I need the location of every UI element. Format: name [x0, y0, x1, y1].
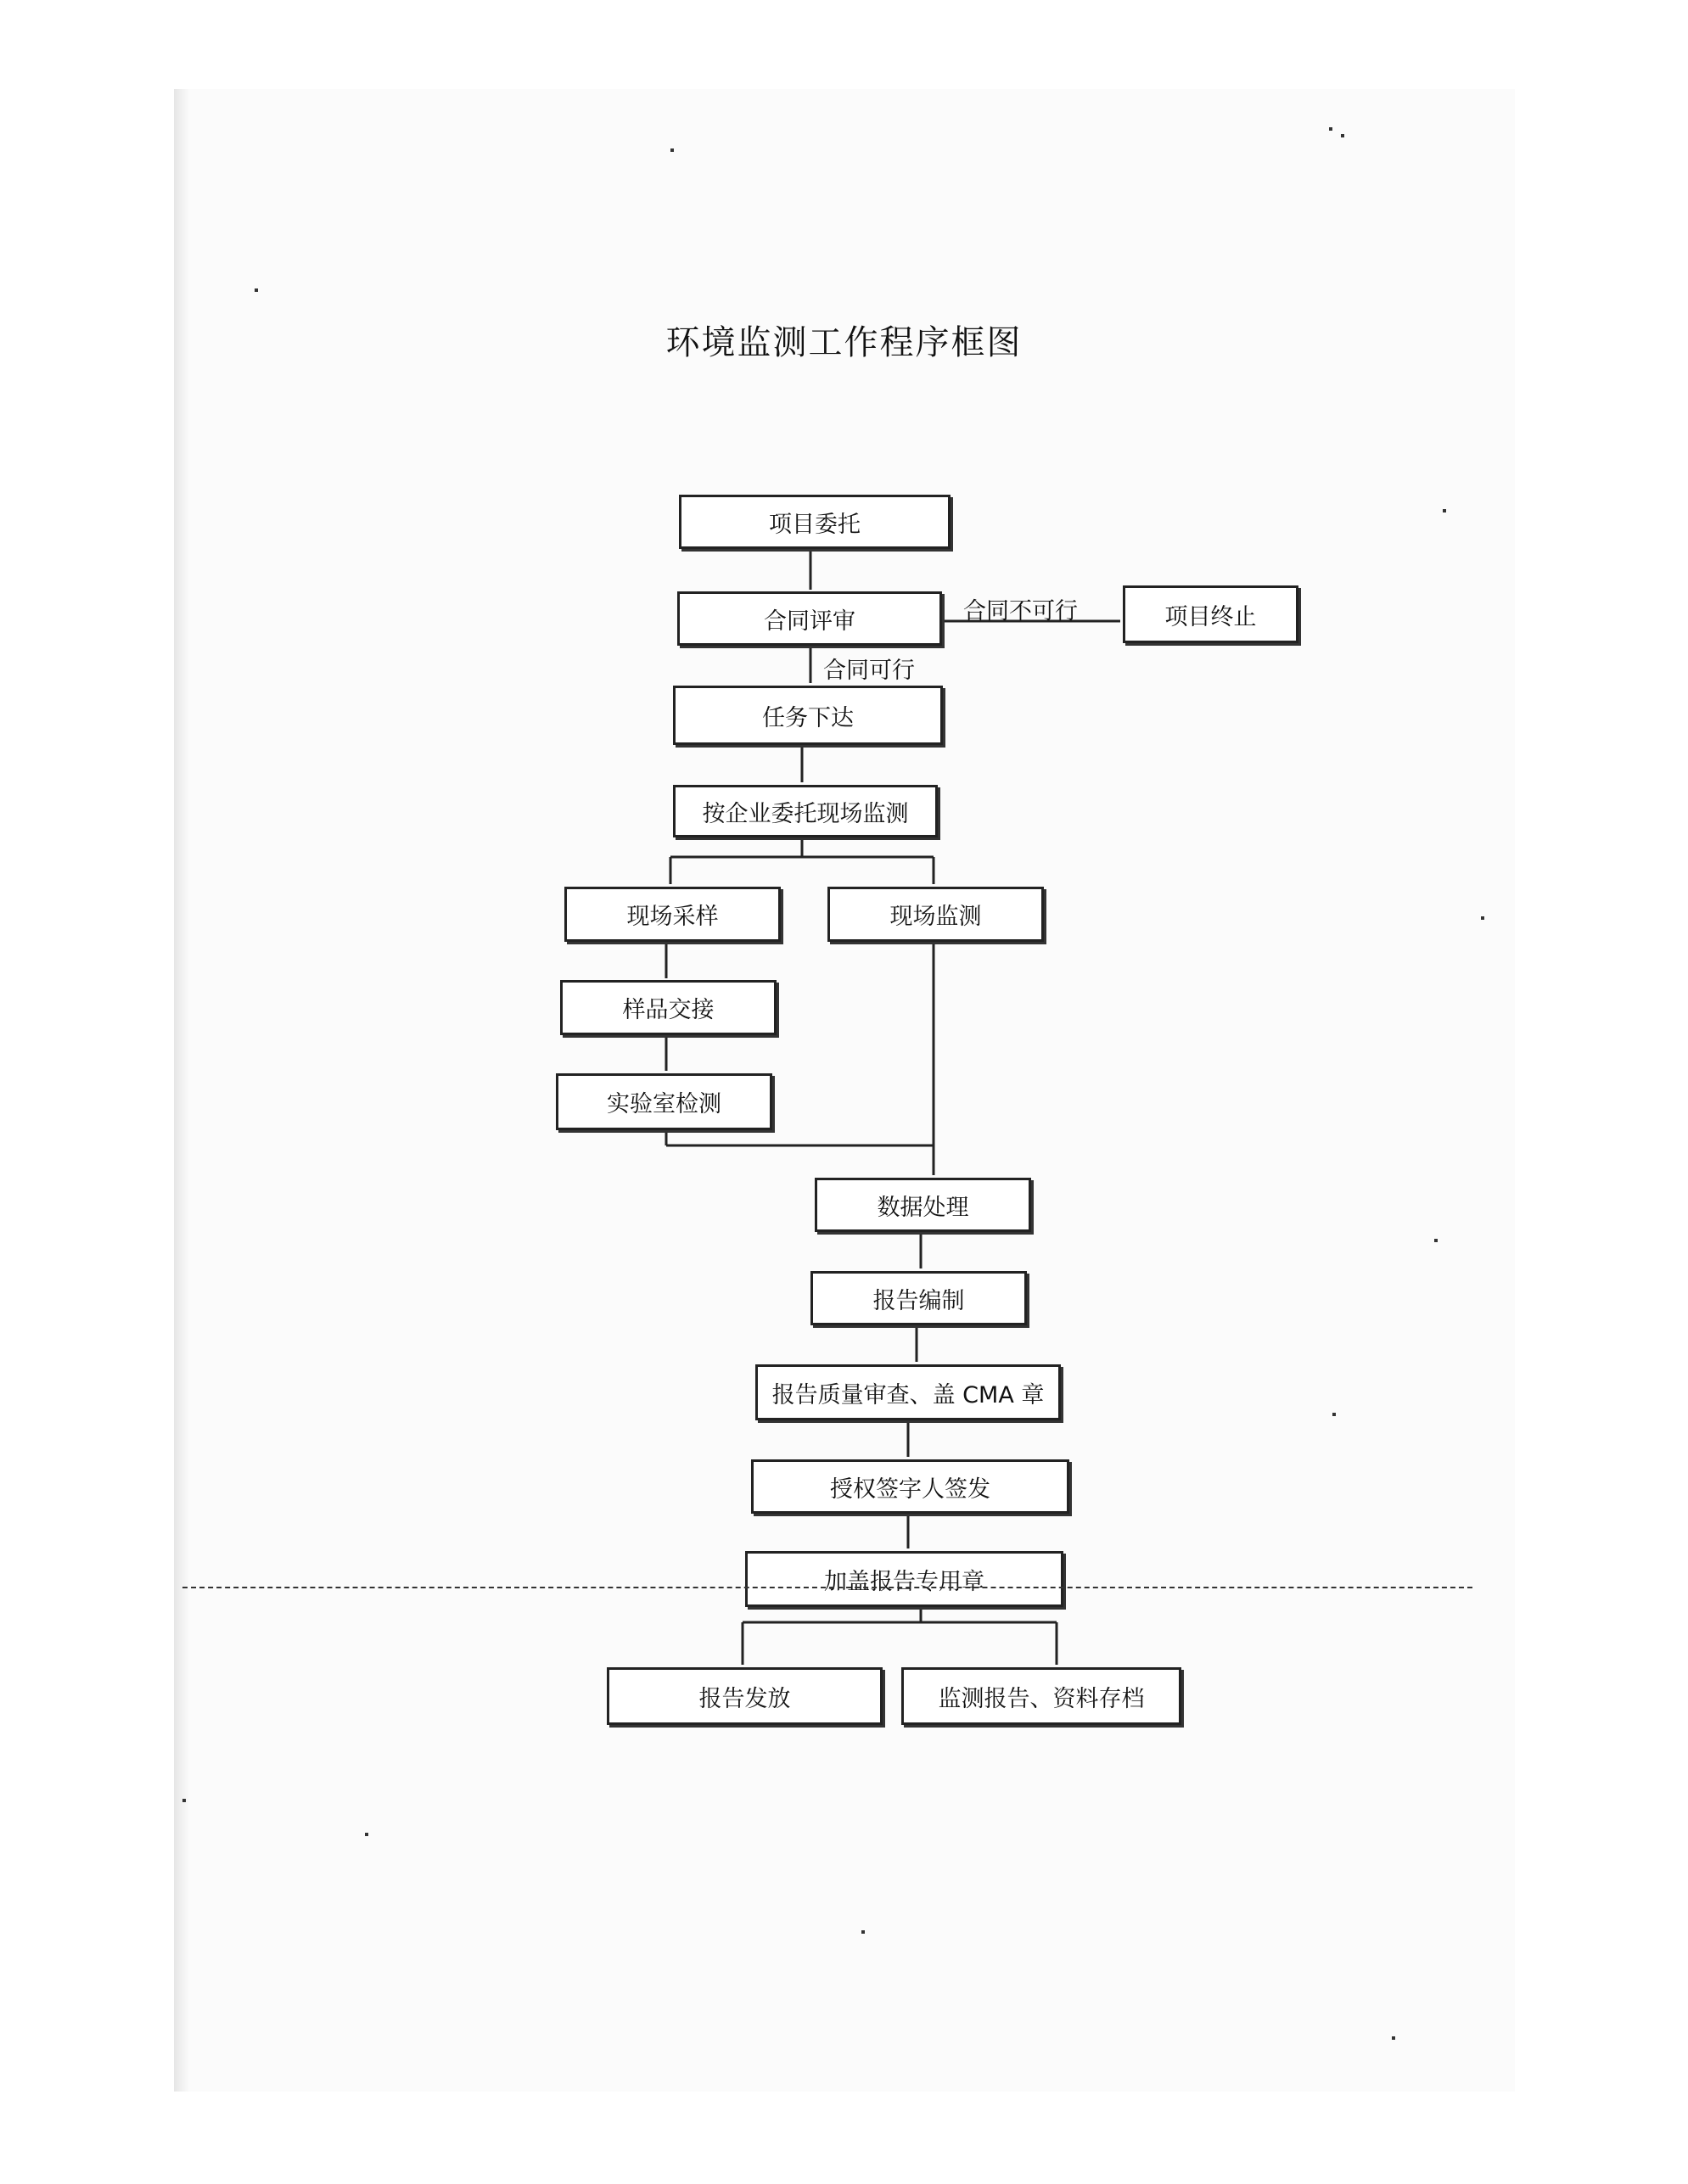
node-special-stamp: 加盖报告专用章	[745, 1551, 1063, 1607]
node-sample-handover: 样品交接	[560, 980, 777, 1035]
scan-speck	[670, 148, 674, 152]
node-onsite-monitoring: 现场监测	[827, 887, 1044, 942]
scan-speck	[1443, 509, 1446, 512]
node-entrust: 项目委托	[679, 495, 951, 549]
node-report-compile: 报告编制	[810, 1271, 1027, 1325]
scan-speck	[1434, 1239, 1438, 1242]
node-report-release: 报告发放	[607, 1667, 883, 1725]
node-data-processing: 数据处理	[815, 1178, 1031, 1232]
dashed-separator	[182, 1587, 1472, 1588]
diagram-title: 环境监测工作程序框图	[665, 323, 1023, 362]
scan-speck	[1329, 127, 1332, 131]
scan-speck	[1392, 2036, 1395, 2040]
node-task-issue: 任务下达	[673, 686, 943, 745]
scan-speck	[255, 288, 258, 292]
label-feasible: 合同可行	[823, 658, 915, 684]
node-archive: 监测报告、资料存档	[901, 1667, 1181, 1725]
node-terminate: 项目终止	[1123, 585, 1298, 643]
scan-speck	[1332, 1413, 1336, 1416]
scan-speck	[1341, 134, 1344, 137]
scan-speck	[1481, 916, 1484, 920]
node-lab-testing: 实验室检测	[556, 1073, 772, 1130]
scan-speck	[182, 1799, 186, 1802]
scan-speck	[861, 1930, 865, 1934]
node-sign-issue: 授权签字人签发	[751, 1459, 1069, 1514]
node-quality-review: 报告质量审查、盖 CMA 章	[755, 1364, 1061, 1420]
node-sampling: 现场采样	[564, 887, 781, 942]
node-contract-review: 合同评审	[677, 591, 942, 646]
scan-speck	[365, 1833, 368, 1836]
node-onsite-monitor-by-entrust: 按企业委托现场监测	[673, 785, 938, 837]
label-not-feasible: 合同不可行	[963, 598, 1078, 624]
